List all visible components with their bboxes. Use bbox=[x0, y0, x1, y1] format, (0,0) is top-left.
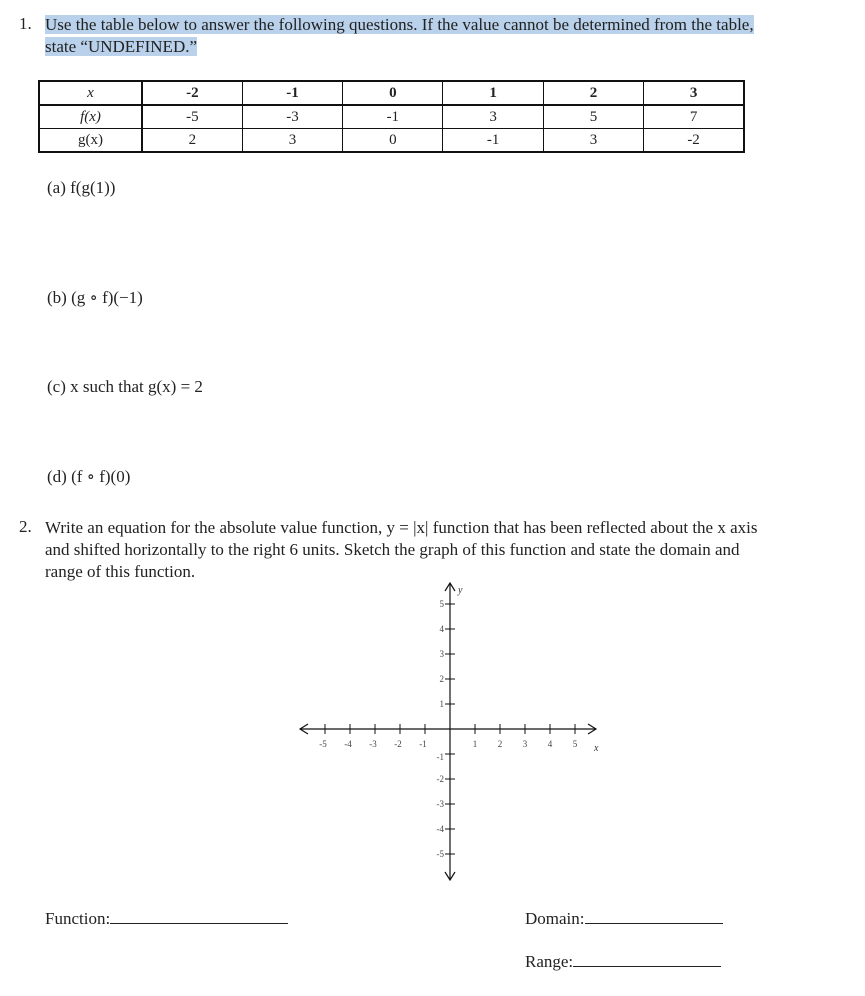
function-table bbox=[38, 80, 745, 153]
function-label: Function: bbox=[45, 909, 111, 928]
x-tick-label: 2 bbox=[497, 739, 503, 749]
table-cell: 2 bbox=[142, 129, 242, 153]
question-1-text bbox=[45, 14, 754, 58]
question-2-number: 2. bbox=[19, 517, 32, 536]
x-tick-label: 1 bbox=[472, 739, 478, 749]
x-tick-label: -1 bbox=[419, 739, 427, 749]
domain-blank[interactable] bbox=[585, 906, 723, 924]
row-label-g: g(x) bbox=[39, 129, 142, 153]
question-1-line2: state “UNDEFINED.” bbox=[45, 37, 198, 56]
question-2-line2: and shifted horizontally to the right 6 units. Sketch the graph of this function and state the domain and bbox=[45, 540, 740, 559]
x-tick-label: 4 bbox=[547, 739, 553, 749]
y-tick-label: -5 bbox=[436, 849, 444, 859]
table-cell: -1 bbox=[242, 81, 342, 105]
table-cell: -2 bbox=[142, 81, 242, 105]
table-cell: -1 bbox=[343, 105, 443, 129]
part-c: (c) x such that g(x) = 2 bbox=[47, 377, 203, 396]
domain-label: Domain: bbox=[525, 909, 585, 928]
part-b: (b) (g ∘ f)(−1) bbox=[47, 288, 143, 307]
y-axis-label: y bbox=[458, 585, 463, 596]
y-tick-label: 3 bbox=[439, 649, 444, 659]
table-cell: 3 bbox=[443, 105, 543, 129]
table-cell: -3 bbox=[242, 105, 342, 129]
x-tick-label: -5 bbox=[319, 739, 327, 749]
x-tick-label: 3 bbox=[522, 739, 528, 749]
table-cell: 3 bbox=[644, 81, 744, 105]
table-cell: -5 bbox=[142, 105, 242, 129]
part-a: (a) f(g(1)) bbox=[47, 178, 116, 197]
function-answer bbox=[45, 906, 288, 929]
function-blank[interactable] bbox=[110, 906, 288, 924]
y-tick-label: 2 bbox=[439, 674, 444, 684]
y-tick-label: -1 bbox=[436, 752, 444, 762]
y-tick-label: 5 bbox=[439, 599, 444, 609]
table-cell: -2 bbox=[644, 129, 744, 153]
part-d: (d) (f ∘ f)(0) bbox=[47, 467, 131, 486]
question-2-line3: range of this function. bbox=[45, 562, 196, 581]
table-cell: 1 bbox=[443, 81, 543, 105]
x-axis-label: x bbox=[594, 743, 599, 754]
y-tick-label: -3 bbox=[436, 799, 444, 809]
x-tick-label: -2 bbox=[394, 739, 402, 749]
coordinate-grid bbox=[290, 575, 610, 890]
y-tick-label: 4 bbox=[439, 624, 444, 634]
y-tick-label: -4 bbox=[436, 824, 444, 834]
table-cell: 2 bbox=[543, 81, 643, 105]
range-answer bbox=[525, 949, 721, 972]
question-2-text bbox=[45, 517, 855, 583]
row-label-x: x bbox=[39, 81, 142, 105]
table-row-f bbox=[39, 105, 744, 129]
x-tick-label: -4 bbox=[344, 739, 352, 749]
table-row-g bbox=[39, 129, 744, 153]
table-cell: 7 bbox=[644, 105, 744, 129]
x-tick-label: 5 bbox=[572, 739, 578, 749]
table-cell: 0 bbox=[343, 129, 443, 153]
table-row-x bbox=[39, 81, 744, 105]
question-1-number: 1. bbox=[19, 14, 32, 33]
table-cell: 3 bbox=[242, 129, 342, 153]
range-blank[interactable] bbox=[573, 949, 721, 967]
question-1-line1: Use the table below to answer the following questions. If the value cannot be determined from the table, bbox=[45, 15, 754, 34]
table-cell: 0 bbox=[343, 81, 443, 105]
row-label-f: f(x) bbox=[39, 105, 142, 129]
table-cell: 3 bbox=[543, 129, 643, 153]
question-2-line1: Write an equation for the absolute value function, y = |x| function that has been reflected about the x axis bbox=[45, 518, 758, 537]
y-tick-label: 1 bbox=[439, 699, 444, 709]
table-cell: -1 bbox=[443, 129, 543, 153]
range-label: Range: bbox=[525, 952, 574, 971]
y-tick-label: -2 bbox=[436, 774, 444, 784]
table-cell: 5 bbox=[543, 105, 643, 129]
x-tick-label: -3 bbox=[369, 739, 377, 749]
domain-answer bbox=[525, 906, 723, 929]
